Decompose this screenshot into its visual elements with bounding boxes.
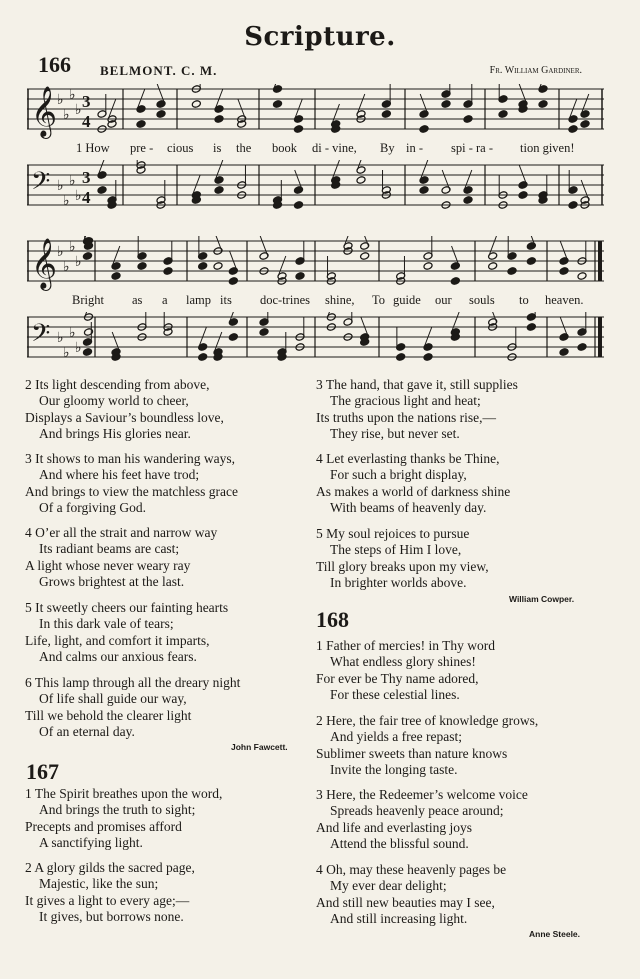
note-head xyxy=(294,201,304,210)
hymn167-stanza-3 xyxy=(316,377,518,442)
time-signature-bottom: 4 xyxy=(82,188,91,207)
time-signature-top: 3 xyxy=(82,168,91,187)
treble-clef-icon: 𝄞 xyxy=(31,238,58,289)
stanza-line: What endless glory shines! xyxy=(330,654,476,670)
note-head xyxy=(580,120,590,129)
note-head xyxy=(577,272,587,281)
page-title: Scripture. xyxy=(244,22,396,52)
hymn166-stanza-4 xyxy=(25,525,217,590)
hymn-number-167: 167 xyxy=(26,759,59,784)
lyric-word: tion given! xyxy=(520,141,575,155)
note-head xyxy=(559,348,569,357)
lyric-word: Bright xyxy=(72,293,104,307)
note-head xyxy=(198,262,208,271)
stanza-line: It gives a light to every age;— xyxy=(25,892,190,908)
stanza-line: Displays a Saviour’s boundless love, xyxy=(25,409,224,425)
note-head xyxy=(213,262,223,271)
note-head xyxy=(228,277,238,286)
author-credit-168: Anne Steele. xyxy=(529,929,581,939)
hymn167-stanza-1 xyxy=(25,786,222,851)
hymn167-stanza-4 xyxy=(316,451,510,516)
stanza-line: A light whose never weary ray xyxy=(25,557,191,573)
final-barline-thick xyxy=(598,241,602,281)
note-head xyxy=(450,277,460,286)
note-head xyxy=(97,186,107,195)
note-head xyxy=(111,272,121,281)
stanza-line: My ever dear delight; xyxy=(330,878,447,894)
stanza-line: Invite the longing taste. xyxy=(330,761,458,777)
note-head xyxy=(198,353,208,362)
lyric-word: the xyxy=(236,141,252,155)
lyric-word: lamp xyxy=(186,293,211,307)
note-head xyxy=(360,252,370,261)
stanza-line: 2 A glory gilds the sacred page, xyxy=(25,860,195,875)
note-head xyxy=(163,267,173,276)
lyric-word: book xyxy=(272,141,297,155)
note-head xyxy=(83,252,93,261)
lyric-word: To xyxy=(372,293,386,307)
note-head xyxy=(419,186,429,195)
lyric-word: pre - xyxy=(130,141,154,155)
stanza-line: And yields a free repast; xyxy=(330,729,462,745)
lyric-word: as xyxy=(132,293,143,307)
stanza-line: 5 My soul rejoices to pursue xyxy=(316,526,470,541)
note-head xyxy=(559,267,569,276)
bass-clef-icon: 𝄢 xyxy=(31,319,51,354)
stanza-line: 2 Here, the fair tree of knowledge grows, xyxy=(316,713,539,728)
tune-name: BELMONT. C. M. xyxy=(100,63,218,78)
note-head xyxy=(396,353,406,362)
music-staff-treble-system1 xyxy=(27,84,604,142)
note-head xyxy=(538,100,548,109)
hymn167-stanza-5 xyxy=(316,526,489,591)
lyric-word: a xyxy=(162,293,168,307)
stanza-line: Grows brightest at the last. xyxy=(39,573,185,589)
note-head xyxy=(518,191,528,200)
note-head xyxy=(295,272,305,281)
hymn168-stanza-4 xyxy=(316,862,506,927)
author-credit-167: William Cowper. xyxy=(509,594,575,604)
note-head xyxy=(84,328,94,337)
stanza-line: Spreads heavenly peace around; xyxy=(330,803,504,819)
stanza-line: And brings the truth to sight; xyxy=(39,802,196,818)
note-head xyxy=(214,186,224,195)
lyric-word: doc-trines xyxy=(260,293,310,307)
note-head xyxy=(273,100,283,109)
note-head xyxy=(259,328,269,337)
note-head xyxy=(156,110,166,119)
flat-sign-icon: ♭ xyxy=(69,173,76,189)
stanza-line: And brings to view the matchless grace xyxy=(25,483,238,499)
hymn166-stanza-3 xyxy=(25,451,238,516)
music-staff-bass-system1 xyxy=(27,160,604,218)
time-signature-bottom: 4 xyxy=(82,112,91,131)
flat-sign-icon: ♭ xyxy=(69,87,76,103)
flat-sign-icon: ♭ xyxy=(63,193,70,209)
final-barline-thick xyxy=(598,317,602,357)
author-credit-166: John Fawcett. xyxy=(231,742,288,752)
hymn-number-168: 168 xyxy=(316,607,349,632)
note-head xyxy=(577,343,587,352)
hymn168-stanza-1 xyxy=(316,638,495,703)
lyric-word: our xyxy=(435,293,452,307)
bass-clef-icon: 𝄢 xyxy=(31,167,51,202)
note-head xyxy=(136,120,146,129)
stanza-line: 3 Here, the Redeemer’s welcome voice xyxy=(316,787,528,802)
flat-sign-icon: ♭ xyxy=(57,330,64,346)
stanza-line: With beams of heavenly day. xyxy=(330,499,487,515)
stanza-line: 3 The hand, that gave it, still supplies xyxy=(316,377,518,392)
stanza-line: 1 The Spirit breathes upon the word, xyxy=(25,786,223,801)
lyric-word: in - xyxy=(406,141,424,155)
stanza-line: Life, light, and comfort it imparts, xyxy=(25,632,210,648)
note-head xyxy=(356,176,366,185)
stanza-line: For these celestial lines. xyxy=(330,686,460,702)
stanza-line: Of an eternal day. xyxy=(39,723,135,739)
note-head xyxy=(137,262,147,271)
hymn166-stanza-6 xyxy=(25,675,240,740)
stanza-line: Precepts and promises afford xyxy=(25,818,182,834)
note-head xyxy=(526,323,536,332)
stanza-line: They rise, but never set. xyxy=(330,425,460,441)
treble-clef-icon: 𝄞 xyxy=(31,86,58,137)
flat-sign-icon: ♭ xyxy=(63,259,70,275)
stanza-line: It gives, but borrows none. xyxy=(39,908,184,924)
stanza-line: As makes a world of darkness shine xyxy=(316,483,511,499)
note-head xyxy=(294,125,304,134)
note-head xyxy=(423,353,433,362)
lyric-word: By xyxy=(380,141,395,155)
stanza-line: For such a bright display, xyxy=(330,467,467,483)
stanza-line: The gracious light and heat; xyxy=(330,393,481,409)
stanza-line: And still increasing light. xyxy=(330,910,468,926)
hymn166-stanza-2 xyxy=(25,377,224,442)
stanza-line: 2 Its light descending from above, xyxy=(25,377,210,392)
stanza-line: And where his feet have trod; xyxy=(39,467,200,483)
flat-sign-icon: ♭ xyxy=(69,325,76,341)
stanza-line: In this dark vale of tears; xyxy=(39,616,174,632)
stanza-line: Till glory breaks upon my view, xyxy=(316,558,489,574)
note-head xyxy=(214,115,224,124)
note-head xyxy=(526,257,536,266)
note-head xyxy=(228,333,238,342)
note-head xyxy=(463,196,473,205)
note-head xyxy=(83,348,93,357)
note-head xyxy=(507,267,517,276)
stanza-line: The steps of Him I love, xyxy=(330,542,462,558)
stanza-line: 4 Oh, may these heavenly pages be xyxy=(316,862,507,877)
stanza-line: Of life shall guide our way, xyxy=(39,691,187,707)
lyric-word: souls xyxy=(469,293,495,307)
note-head xyxy=(498,110,508,119)
flat-sign-icon: ♭ xyxy=(57,244,64,260)
stanza-line: 6 This lamp through all the dreary night xyxy=(25,675,241,690)
music-staff-treble-system2 xyxy=(27,236,604,294)
hymn168-stanza-3 xyxy=(316,787,528,852)
flat-sign-icon: ♭ xyxy=(75,188,82,204)
composer-credit: Fr. William Gardiner. xyxy=(489,65,582,76)
note-head xyxy=(568,125,578,134)
flat-sign-icon: ♭ xyxy=(57,178,64,194)
lyric-word: di - vine, xyxy=(312,141,357,155)
lyric-word: guide xyxy=(393,293,421,307)
lyric-word: cious xyxy=(167,141,194,155)
stanza-line: For ever be Thy name adored, xyxy=(316,670,479,686)
hymn166-stanza-5 xyxy=(25,600,228,665)
stanza-line: And calms our anxious fears. xyxy=(39,648,197,664)
flat-sign-icon: ♭ xyxy=(75,254,82,270)
stanza-line: Of a forgiving God. xyxy=(39,499,146,515)
stanza-line: And brings His glories near. xyxy=(39,425,191,441)
stanza-line: 4 O’er all the strait and narrow way xyxy=(25,525,218,540)
flat-sign-icon: ♭ xyxy=(57,92,64,108)
note-head xyxy=(463,115,473,124)
stanza-line: Its radiant beams are cast; xyxy=(39,541,180,557)
note-head xyxy=(381,110,391,119)
stanza-line: 3 It shows to man his wandering ways, xyxy=(25,451,235,466)
stanza-line: 5 It sweetly cheers our fainting hearts xyxy=(25,600,229,615)
note-head xyxy=(568,201,578,210)
note-head xyxy=(441,100,451,109)
stanza-line: Till we behold the clearer light xyxy=(25,707,192,723)
stanza-line: And still new beauties may I see, xyxy=(316,894,495,910)
flat-sign-icon: ♭ xyxy=(63,107,70,123)
hymn167-stanza-2 xyxy=(25,860,195,925)
lyric-word: heaven. xyxy=(545,293,584,307)
time-signature-top: 3 xyxy=(82,92,91,111)
lyric-word: to xyxy=(519,293,529,307)
music-staff-bass-system2 xyxy=(27,312,604,370)
note-head xyxy=(419,125,429,134)
note-head xyxy=(488,262,498,271)
hymn168-stanza-2 xyxy=(316,713,538,778)
flat-sign-icon: ♭ xyxy=(63,345,70,361)
stanza-line: And life and everlasting joys xyxy=(316,819,472,835)
lyric-word: its xyxy=(220,293,232,307)
flat-sign-icon: ♭ xyxy=(75,102,82,118)
lyric-word: is xyxy=(213,141,222,155)
lyric-word: 1 How xyxy=(76,141,110,155)
hymn-number-166: 166 xyxy=(38,52,71,77)
note-head xyxy=(423,262,433,271)
lyric-word: spi - ra - xyxy=(451,141,493,155)
stanza-line: 4 Let everlasting thanks be Thine, xyxy=(316,451,500,466)
stanza-line: Our gloomy world to cheer, xyxy=(39,393,189,409)
stanza-line: A sanctifying light. xyxy=(39,834,143,850)
stanza-line: In brighter worlds above. xyxy=(330,574,467,590)
stanza-line: Attend the blissful sound. xyxy=(330,835,469,851)
stanza-line: Sublimer sweets than nature knows xyxy=(316,745,508,761)
stanza-line: Its truths upon the nations rise,— xyxy=(316,409,496,425)
stanza-line: Majestic, like the sun; xyxy=(39,876,159,892)
note-head xyxy=(191,100,201,109)
flat-sign-icon: ♭ xyxy=(75,340,82,356)
lyric-word: shine, xyxy=(325,293,355,307)
stanza-line: 1 Father of mercies! in Thy word xyxy=(316,638,495,653)
flat-sign-icon: ♭ xyxy=(69,239,76,255)
